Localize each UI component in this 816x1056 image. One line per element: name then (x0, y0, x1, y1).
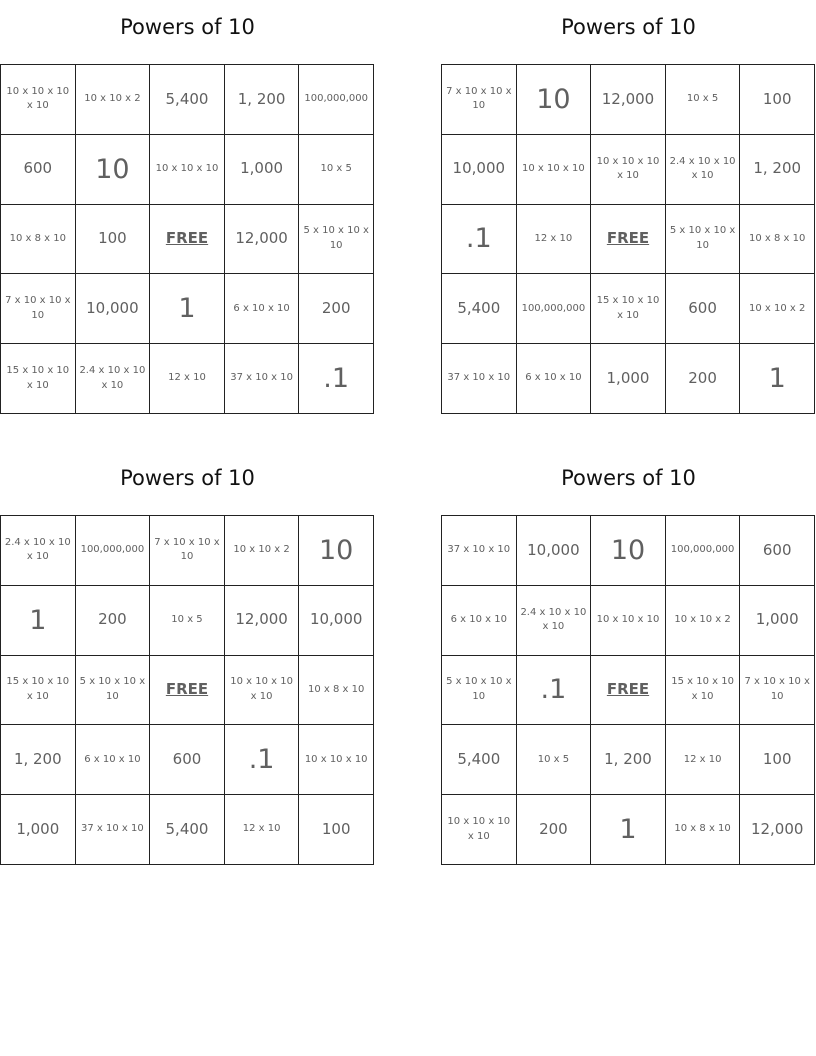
bingo-cell: 15 x 10 x 10 x 10 (1, 656, 76, 726)
bingo-cell: 5,400 (150, 65, 225, 135)
bingo-cell: 600 (740, 516, 815, 586)
bingo-cell: 12,000 (225, 205, 300, 275)
bingo-cell: 37 x 10 x 10 (442, 344, 517, 414)
bingo-cell: 1, 200 (591, 725, 666, 795)
bingo-cell: 10 x 10 x 10 (591, 586, 666, 656)
bingo-cell: 7 x 10 x 10 x 10 (442, 65, 517, 135)
bingo-cell: 200 (517, 795, 592, 865)
bingo-cell: 10 x 10 x 2 (76, 65, 151, 135)
bingo-cell: 200 (299, 274, 374, 344)
card-title: Powers of 10 (561, 466, 696, 490)
bingo-cell: 12,000 (591, 65, 666, 135)
bingo-cell: 10 x 5 (666, 65, 741, 135)
bingo-cell: 1 (740, 344, 815, 414)
bingo-cell: 5,400 (442, 274, 517, 344)
bingo-cell: 10 x 10 x 10 x 10 (591, 135, 666, 205)
bingo-cell: 37 x 10 x 10 (225, 344, 300, 414)
bingo-cell: 200 (666, 344, 741, 414)
bingo-cell: 1 (150, 274, 225, 344)
bingo-cell: 6 x 10 x 10 (442, 586, 517, 656)
bingo-cell: 1, 200 (740, 135, 815, 205)
bingo-cell: 1 (591, 795, 666, 865)
bingo-cell: 2.4 x 10 x 10 x 10 (666, 135, 741, 205)
bingo-cell: 600 (150, 725, 225, 795)
bingo-cell: 15 x 10 x 10 x 10 (666, 656, 741, 726)
bingo-cell: 1, 200 (1, 725, 76, 795)
bingo-cell: 6 x 10 x 10 (76, 725, 151, 795)
bingo-cell: 12 x 10 (150, 344, 225, 414)
bingo-cell: 2.4 x 10 x 10 x 10 (76, 344, 151, 414)
bingo-cell: 10 x 10 x 10 (517, 135, 592, 205)
bingo-cell: 1, 200 (225, 65, 300, 135)
bingo-cell: 10 x 10 x 10 x 10 (225, 656, 300, 726)
bingo-cell: 10 x 10 x 10 x 10 (442, 795, 517, 865)
card-title: Powers of 10 (561, 15, 696, 39)
bingo-cell: 10 x 10 x 10 x 10 (1, 65, 76, 135)
bingo-cell: 100,000,000 (299, 65, 374, 135)
bingo-cell: 10,000 (517, 516, 592, 586)
bingo-cell: 15 x 10 x 10 x 10 (591, 274, 666, 344)
bingo-cell: 6 x 10 x 10 (225, 274, 300, 344)
bingo-cell: 200 (76, 586, 151, 656)
bingo-cell: 100 (76, 205, 151, 275)
bingo-cell: .1 (225, 725, 300, 795)
card-title: Powers of 10 (120, 466, 255, 490)
bingo-cell: 600 (666, 274, 741, 344)
bingo-cell: 1,000 (225, 135, 300, 205)
bingo-cell: 7 x 10 x 10 x 10 (150, 516, 225, 586)
bingo-grid (0, 515, 374, 865)
bingo-cell: 10 x 5 (299, 135, 374, 205)
bingo-cell: 37 x 10 x 10 (442, 516, 517, 586)
bingo-cell: 2.4 x 10 x 10 x 10 (517, 586, 592, 656)
bingo-card-1 (0, 9, 375, 406)
bingo-cell: 1,000 (1, 795, 76, 865)
bingo-cell: 100,000,000 (76, 516, 151, 586)
bingo-cell: 1,000 (591, 344, 666, 414)
bingo-cell: 10 x 5 (517, 725, 592, 795)
bingo-cell: 10 (517, 65, 592, 135)
free-space-cell: FREE (591, 205, 666, 275)
bingo-cell: 10 x 10 x 10 (299, 725, 374, 795)
bingo-cell: 10 x 10 x 2 (740, 274, 815, 344)
bingo-cell: 10 x 10 x 10 (150, 135, 225, 205)
bingo-cell: 6 x 10 x 10 (517, 344, 592, 414)
bingo-cell: .1 (299, 344, 374, 414)
bingo-cell: 12 x 10 (517, 205, 592, 275)
bingo-cell: 10 x 8 x 10 (299, 656, 374, 726)
bingo-cell: 10 (591, 516, 666, 586)
free-space-cell: FREE (150, 656, 225, 726)
free-space-cell: FREE (591, 656, 666, 726)
bingo-cell: 15 x 10 x 10 x 10 (1, 344, 76, 414)
bingo-cell: 7 x 10 x 10 x 10 (740, 656, 815, 726)
card-title: Powers of 10 (120, 15, 255, 39)
bingo-cell: 1 (1, 586, 76, 656)
bingo-cell: 12 x 10 (225, 795, 300, 865)
bingo-cell: 12,000 (740, 795, 815, 865)
bingo-cell: 5 x 10 x 10 x 10 (442, 656, 517, 726)
bingo-cell: 5 x 10 x 10 x 10 (666, 205, 741, 275)
bingo-card-2 (441, 9, 816, 406)
bingo-cell: 100 (299, 795, 374, 865)
bingo-cell: 100,000,000 (517, 274, 592, 344)
bingo-cell: 12,000 (225, 586, 300, 656)
bingo-cell: 10,000 (299, 586, 374, 656)
bingo-cell: 10 (299, 516, 374, 586)
bingo-cell: 2.4 x 10 x 10 x 10 (1, 516, 76, 586)
bingo-cell: 1,000 (740, 586, 815, 656)
bingo-cell: 10 (76, 135, 151, 205)
bingo-cell: 5 x 10 x 10 x 10 (76, 656, 151, 726)
bingo-cell: 10 x 10 x 2 (666, 586, 741, 656)
bingo-cell: 10 x 8 x 10 (666, 795, 741, 865)
bingo-cell: 100,000,000 (666, 516, 741, 586)
bingo-grid (0, 64, 374, 414)
bingo-cell: 10,000 (442, 135, 517, 205)
bingo-cell: 10,000 (76, 274, 151, 344)
bingo-cell: 600 (1, 135, 76, 205)
bingo-grid (441, 515, 815, 865)
bingo-cell: 5,400 (442, 725, 517, 795)
bingo-cell: 100 (740, 65, 815, 135)
bingo-cell: 10 x 8 x 10 (1, 205, 76, 275)
bingo-cell: 10 x 5 (150, 586, 225, 656)
bingo-cell: 100 (740, 725, 815, 795)
bingo-cell: 10 x 8 x 10 (740, 205, 815, 275)
bingo-cell: 5,400 (150, 795, 225, 865)
bingo-cell: 37 x 10 x 10 (76, 795, 151, 865)
bingo-cell: 5 x 10 x 10 x 10 (299, 205, 374, 275)
bingo-cell: 7 x 10 x 10 x 10 (1, 274, 76, 344)
bingo-cell: .1 (517, 656, 592, 726)
bingo-card-4 (441, 460, 816, 857)
bingo-card-3 (0, 460, 375, 857)
bingo-cell: 10 x 10 x 2 (225, 516, 300, 586)
bingo-cell: .1 (442, 205, 517, 275)
free-space-cell: FREE (150, 205, 225, 275)
bingo-cell: 12 x 10 (666, 725, 741, 795)
bingo-grid (441, 64, 815, 414)
